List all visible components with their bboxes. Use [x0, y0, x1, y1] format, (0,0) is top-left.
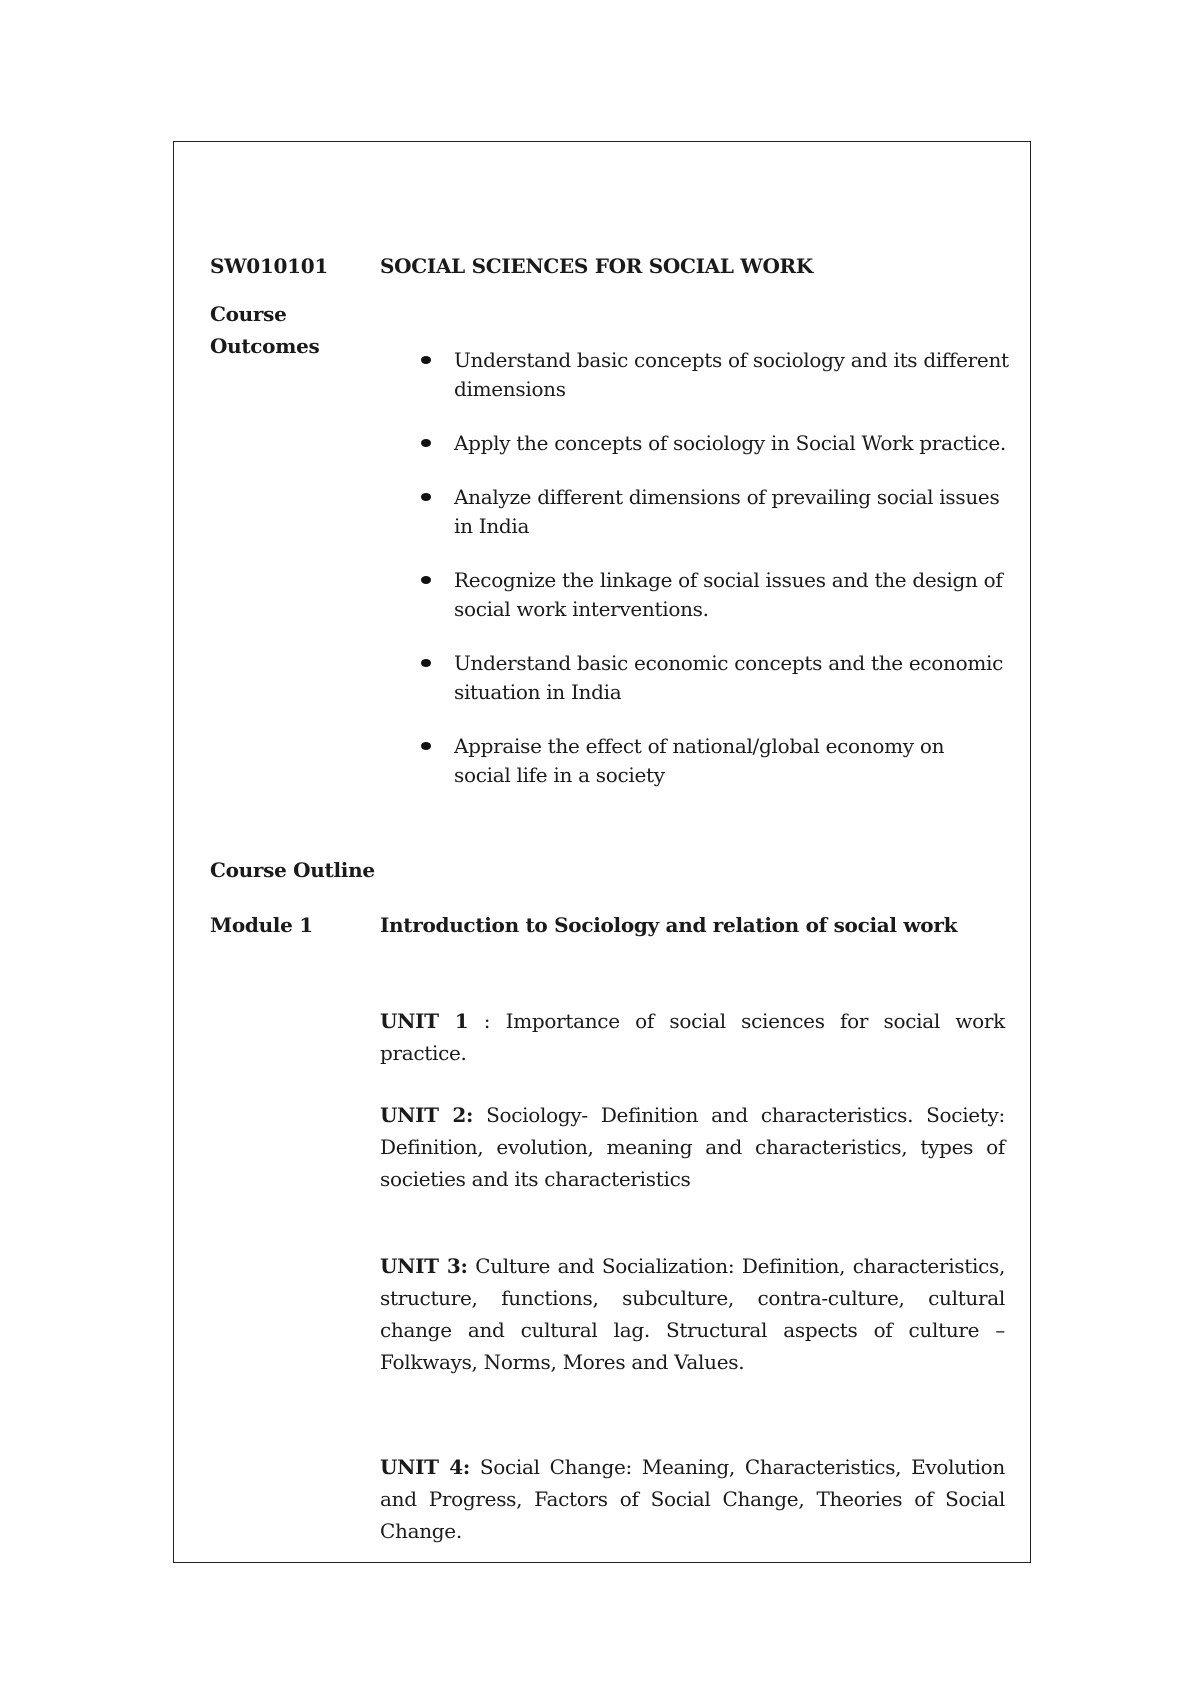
outcome-text-line2: dimensions [454, 377, 566, 401]
unit-label: UNIT 4: [380, 1455, 470, 1479]
unit-separator [473, 1103, 486, 1127]
outcome-text-line1: Appraise the effect of national/global economy on [454, 734, 945, 758]
unit-4 [380, 1451, 1005, 1547]
module-label: Module 1 [210, 913, 313, 937]
bullet-icon [421, 439, 431, 447]
outcomes-list [410, 346, 1020, 790]
outcome-text-line1: Understand basic economic concepts and the economic [454, 651, 1004, 675]
outcome-item [410, 429, 1020, 458]
unit-1 [380, 1005, 1005, 1069]
outcome-text-line1: Recognize the linkage of social issues and the design of [454, 568, 1003, 592]
course-outline-heading: Course Outline [210, 858, 375, 882]
outcomes-heading-line1: Course [210, 302, 287, 326]
outcome-text-line2: social life in a society [454, 763, 665, 787]
unit-2 [380, 1099, 1005, 1195]
bullet-icon [421, 493, 431, 501]
outcome-text-line2: situation in India [454, 680, 622, 704]
outcome-text-line1: Analyze different dimensions of prevailing social issues [454, 485, 1000, 509]
bullet-icon [421, 576, 431, 584]
module-title: Introduction to Sociology and relation of social work [380, 913, 958, 937]
unit-text: Importance of social sciences for social work practice. [380, 1009, 1005, 1065]
unit-text: Sociology- Definition and characteristics. Society: Definition, evolution, meaning and characteristics, types of societies and its characteristics [380, 1103, 1005, 1191]
outcome-text-line1: Understand basic concepts of sociology and its different [454, 348, 1009, 372]
outcome-item [410, 649, 1020, 707]
outcome-text-line1: Apply the concepts of sociology in Social Work practice. [454, 431, 1006, 455]
unit-label: UNIT 2: [380, 1103, 474, 1127]
outcome-text-line2: social work interventions. [454, 597, 709, 621]
unit-text: Culture and Socialization: Definition, characteristics, structure, functions, subculture, contra-culture, cultural change and cultural lag. Structural aspects of culture – Folkways, Norms, Mores and Values. [380, 1254, 1006, 1374]
course-code: SW010101 [210, 254, 329, 278]
outcome-item [410, 483, 1020, 541]
outcome-item [410, 566, 1020, 624]
unit-label: UNIT 1 [380, 1009, 469, 1033]
bullet-icon [421, 742, 431, 750]
outcome-item [410, 732, 1020, 790]
unit-separator: : [468, 1009, 506, 1033]
unit-label: UNIT 3: [380, 1254, 468, 1278]
outcome-text-line2: in India [454, 514, 530, 538]
outcome-item [410, 346, 1020, 404]
unit-separator [470, 1455, 480, 1479]
unit-text: Social Change: Meaning, Characteristics, Evolution and Progress, Factors of Social Change, Theories of Social Change. [380, 1455, 1006, 1543]
bullet-icon [421, 659, 431, 667]
outcomes-heading-line2: Outcomes [210, 334, 320, 358]
unit-3 [380, 1250, 1005, 1378]
bullet-icon [421, 356, 431, 364]
course-title: SOCIAL SCIENCES FOR SOCIAL WORK [380, 254, 813, 278]
